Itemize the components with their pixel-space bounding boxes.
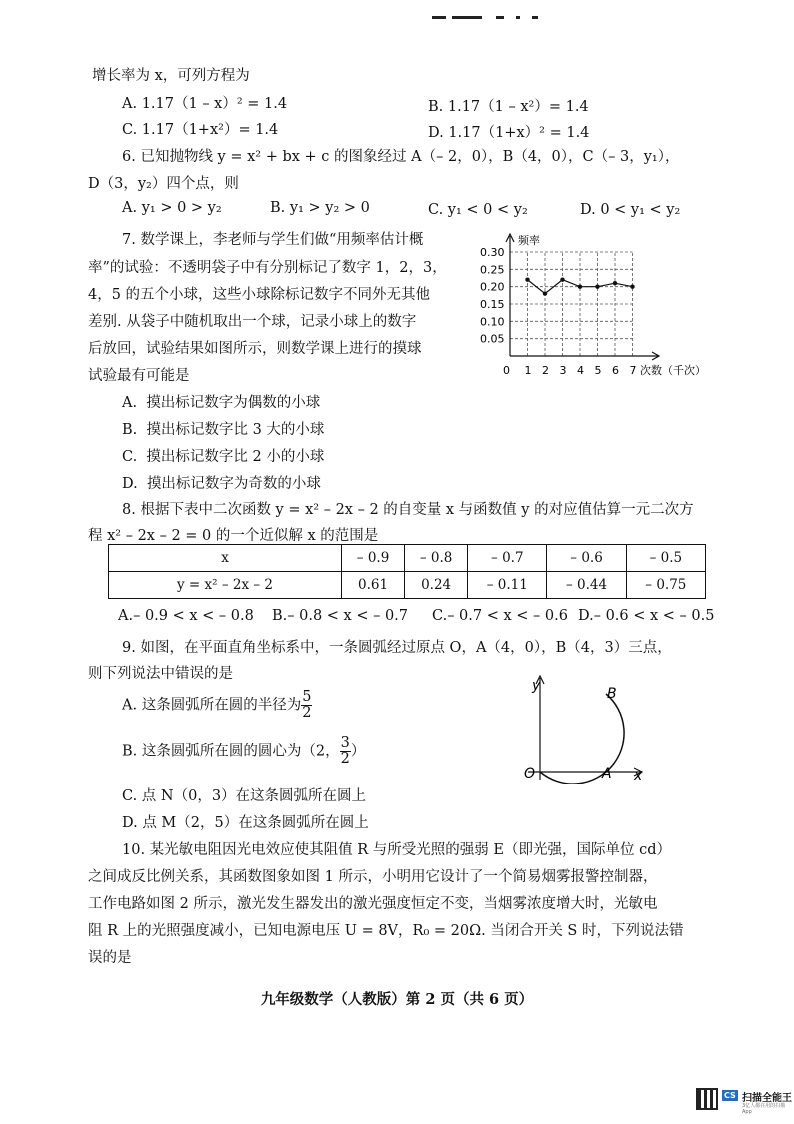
intro-line: 增长率为 x，可列方程为 — [92, 68, 250, 84]
q10-stem-line3: 工作电路如图 2 所示，激光发生器发出的激光强度恒定不变，当烟雾浓度增大时，光敏电 — [88, 896, 658, 912]
table-cell: – 0.44 — [547, 572, 626, 599]
q9-option-b: B. 这条圆弧所在圆的圆心为（2， $\frac{3}{2}$ ） — [122, 735, 366, 768]
q7-option-a: A. 摸出标记数字为偶数的小球 — [122, 395, 321, 411]
q8-option-b: B.– 0.8 < x < – 0.7 — [272, 608, 409, 624]
table-head-y: y = x² – 2x – 2 — [109, 572, 342, 599]
y-tick-label: 0.15 — [480, 298, 505, 311]
q6-option-a: A. y₁ > 0 > y₂ — [122, 200, 222, 216]
q10-stem-line5: 误的是 — [88, 950, 132, 966]
table-cell: – 0.11 — [468, 572, 547, 599]
watermark-subtext: 3亿人都在用的扫描App — [742, 1103, 786, 1115]
q9-option-d: D. 点 M（2，5）在这条圆弧所在圆上 — [122, 815, 369, 831]
q8-stem-line1: 8. 根据下表中二次函数 y = x² – 2x – 2 的自变量 x 与函数值 y 的对应值估算一元二次方 — [122, 502, 694, 518]
x-tick-label: 0 — [503, 364, 510, 377]
q9-stem-line1: 9. 如图，在平面直角坐标系中，一条圆弧经过原点 O，A（4，0），B（4，3）三点， — [122, 640, 672, 656]
scanner-watermark — [696, 1086, 792, 1115]
table-cell: 0.24 — [405, 572, 468, 599]
y-tick-label: 0.25 — [480, 263, 505, 277]
x-tick-label: 5 — [594, 364, 602, 377]
q7-stem-line5: 后放回，试验结果如图所示，则数学课上进行的摸球 — [88, 341, 422, 357]
q8-option-c: C.– 0.7 < x < – 0.6 — [432, 608, 568, 624]
q9-option-c: C. 点 N（0，3）在这条圆弧所在圆上 — [122, 788, 367, 804]
point-a-label: A — [602, 766, 612, 782]
x-tick-label: 6 — [612, 364, 619, 377]
q5-option-c: C. 1.17（1+x²）= 1.4 — [122, 122, 279, 138]
q5-option-d: D. 1.17（1+x）² = 1.4 — [428, 125, 590, 141]
q6-stem-line2: D（3，y₂）四个点，则 — [88, 176, 239, 192]
q9-stem-line2: 则下列说法中错误的是 — [88, 666, 233, 682]
x-tick-label: 3 — [559, 364, 567, 377]
table-cell: – 0.75 — [626, 572, 705, 599]
q10-stem-line4: 阻 R 上的光照强度减小，已知电源电压 U = 8V，R₀ = 20Ω. 当闭合开关 S 时，下列说法错 — [88, 923, 684, 939]
q7-stem-line4: 差别. 从袋子中随机取出一个球，记录小球上的数字 — [88, 314, 417, 330]
fraction-three-halves: $\frac{3}{2}$ — [340, 735, 350, 768]
q7-option-c: C. 摸出标记数字比 2 小的小球 — [122, 449, 325, 465]
data-point — [560, 278, 564, 282]
q7-stem-line3: 4，5 的五个小球，这些小球除标记数字不同外无其他 — [88, 287, 431, 303]
q8-stem-line2: 程 x² – 2x – 2 = 0 的一个近似解 x 的范围是 — [88, 528, 379, 544]
arc-diagram — [510, 672, 650, 784]
table-row — [109, 572, 706, 599]
cs-logo-icon: CS — [724, 1091, 736, 1100]
x-tick-label: 7 — [629, 364, 637, 377]
point-b-label: B — [607, 686, 617, 702]
y-tick-label: 0.10 — [480, 315, 505, 329]
table-cell: – 0.6 — [547, 545, 626, 572]
q5-option-a: A. 1.17（1 – x）² = 1.4 — [122, 96, 288, 112]
value-table — [108, 544, 706, 599]
q7-stem-line6: 试验最有可能是 — [88, 368, 190, 384]
page-footer: 九年级数学（人教版）第 2 页（共 6 页） — [260, 991, 534, 1008]
q8-option-d: D.– 0.6 < x < – 0.5 — [578, 608, 715, 624]
x-tick-label: 4 — [577, 364, 584, 377]
y-axis-label: y — [532, 678, 541, 694]
data-point — [613, 281, 617, 285]
x-axis-title: 次数（千次） — [640, 364, 706, 377]
data-point — [543, 291, 547, 295]
q6-option-c: C. y₁ < 0 < y₂ — [428, 202, 528, 218]
table-cell: – 0.7 — [468, 545, 547, 572]
table-cell: 0.61 — [342, 572, 405, 599]
x-tick-label: 2 — [542, 364, 549, 377]
table-head-x: x — [109, 545, 342, 572]
frequency-chart — [478, 230, 722, 378]
q6-option-b: B. y₁ > y₂ > 0 — [270, 200, 370, 216]
q6-option-d: D. 0 < y₁ < y₂ — [580, 202, 681, 218]
q10-stem-line1: 10. 某光敏电阻因光电效应使其阻值 R 与所受光照的强弱 E（即光强，国际单位 cd） — [122, 842, 672, 858]
data-point — [578, 284, 582, 288]
x-tick-label: 1 — [524, 364, 532, 377]
q6-stem-line1: 6. 已知抛物线 y = x² + bx + c 的图象经过 A（– 2，0），B（4，0），C（– 3，y₁）， — [122, 149, 680, 165]
data-point — [525, 278, 529, 282]
x-axis-label: x — [634, 768, 643, 784]
q9-option-a: A. 这条圆弧所在圆的半径为 $\frac{5}{2}$ — [122, 689, 312, 722]
y-axis-title: 频率 — [518, 234, 540, 247]
q7-option-b: B. 摸出标记数字比 3 大的小球 — [122, 422, 325, 438]
watermark-text: 扫描全能王 — [742, 1093, 792, 1104]
q7-option-d: D. 摸出标记数字为奇数的小球 — [122, 476, 321, 492]
fraction-five-halves: $\frac{5}{2}$ — [302, 689, 312, 722]
q7-stem-line2: 率”的试验：不透明袋子中有分别标记了数字 1，2，3， — [88, 260, 447, 276]
table-cell: – 0.9 — [342, 545, 405, 572]
q10-stem-line2: 之间成反比例关系，其函数图象如图 1 所示，小明用它设计了一个简易烟雾报警控制器， — [88, 869, 658, 885]
q7-stem-line1: 7. 数学课上，李老师与学生们做“用频率估计概 — [122, 232, 424, 248]
scan-header-marks — [432, 16, 552, 26]
table-row — [109, 545, 706, 572]
y-tick-label: 0.30 — [480, 246, 505, 259]
point-o-label: O — [524, 766, 536, 782]
data-point — [595, 284, 599, 288]
y-tick-label: 0.20 — [480, 280, 505, 294]
y-tick-label: 0.05 — [480, 332, 505, 346]
table-cell: – 0.8 — [405, 545, 468, 572]
q8-option-a: A.– 0.9 < x < – 0.8 — [118, 608, 254, 624]
data-point — [630, 284, 634, 288]
table-cell: – 0.5 — [626, 545, 705, 572]
q5-option-b: B. 1.17（1 – x²）= 1.4 — [428, 99, 589, 115]
qr-code-icon — [696, 1088, 718, 1110]
